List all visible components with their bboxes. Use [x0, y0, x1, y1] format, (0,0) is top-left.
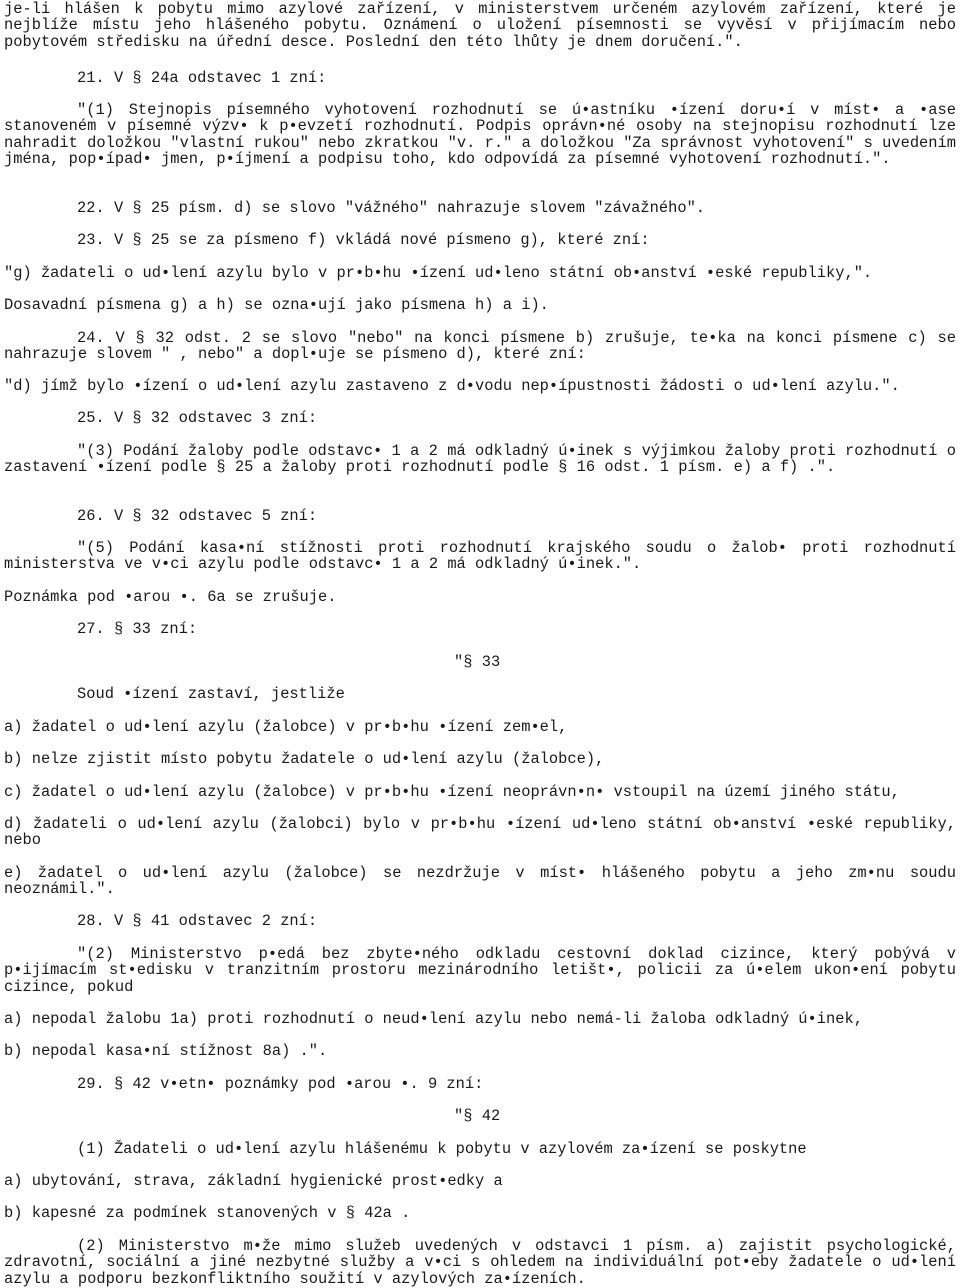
paragraph-42-1: (1) Žadateli o ud•lení azylu hlášenému k pobytu v azylovém za•ízení se poskytne: [77, 1140, 807, 1158]
paragraph-23-note: Dosavadní písmena g) a h) se ozna•ují jako písmena h) a i).: [4, 296, 549, 314]
paragraph-23: 23. V § 25 se za písmeno f) vkládá nové písmeno g), které zní:: [77, 231, 650, 249]
list-item-42-b: b) kapesné za podmínek stanovených v § 42a .: [4, 1204, 411, 1222]
paragraph-33-intro: Soud •ízení zastaví, jestliže: [77, 685, 345, 703]
paragraph-26-text: "(5) Podání kasa•ní stížnosti proti rozhodnutí krajského soudu o žalob• proti rozhodnutí ministerstva ve v•ci azylu podle odstavc• 1 a 2 má odkladný ú•inek.".: [4, 539, 956, 574]
paragraph-22: 22. V § 25 písm. d) se slovo "vážného" nahrazuje slovem "závažného".: [77, 199, 706, 217]
section-33-heading: "§ 33: [454, 653, 501, 671]
paragraph-intro: je-li hlášen k pobytu mimo azylové zařízení, v ministerstvem určeném azylovém zařízení, které je nejblíže místu jeho hlášeného pobytu. Oznámení o uložení písemnosti se vyvěsí v přijímacím nebo pobytovém středisku na úřední desce. Poslední den této lhůty je dnem doručení.".: [4, 0, 956, 51]
section-42-heading: "§ 42: [454, 1107, 501, 1125]
paragraph-24: 24. V § 32 odst. 2 se slovo "nebo" na konci písmene b) zrušuje, te•ka na konci písmene c) se nahrazuje slovem " , nebo" a dopl•uje se písmeno d), které zní:: [4, 329, 956, 364]
paragraph-25: 25. V § 32 odstavec 3 zní:: [77, 409, 318, 427]
paragraph-23-g: "g) žadateli o ud•lení azylu bylo v pr•b•hu •ízení ud•leno státní ob•anství •eské republiky,".: [4, 264, 873, 282]
list-item-a: a) žadatel o ud•lení azylu (žalobce) v pr•b•hu •ízení zem•el,: [4, 718, 568, 736]
paragraph-21: 21. V § 24a odstavec 1 zní:: [77, 69, 327, 87]
paragraph-21-text: "(1) Stejnopis písemného vyhotovení rozhodnutí se ú•astníku •ízení doru•í v míst• a •ase stanoveném v písemné výzv• k p•evzetí rozhodnutí. Podpis oprávn•né osoby na stejnopisu rozhodnutí lze nahradit doložkou "vlastní rukou" nebo zkratkou "v. r." a doložkou "Za správnost vyhotovení" s uvedením jména, pop•ípad• jmen, p•íjmení a podpisu toho, kdo odpovídá za písemné vyhotovení rozhodnutí.".: [4, 101, 956, 168]
paragraph-25-text: "(3) Podání žaloby podle odstavc• 1 a 2 má odkladný ú•inek s výjimkou žaloby proti rozhodnutí o zastavení •ízení podle § 25 a žaloby proti rozhodnutí podle § 16 odst. 1 písm. e) a f) .".: [4, 442, 956, 477]
list-item-28-b: b) nepodal kasa•ní stížnost 8a) .".: [4, 1042, 328, 1060]
paragraph-29: 29. § 42 v•etn• poznámky pod •arou •. 9 zní:: [77, 1075, 484, 1093]
paragraph-28: 28. V § 41 odstavec 2 zní:: [77, 912, 318, 930]
list-item-42-a: a) ubytování, strava, základní hygienické prost•edky a: [4, 1172, 503, 1190]
paragraph-footnote: Poznámka pod •arou •. 6a se zrušuje.: [4, 588, 337, 606]
paragraph-24-d: "d) jímž bylo •ízení o ud•lení azylu zastaveno z d•vodu nep•ípustnosti žádosti o ud•lení azylu.".: [4, 377, 900, 395]
list-item-e: e) žadatel o ud•lení azylu (žalobce) se nezdržuje v míst• hlášeného pobytu a jeho zm•nu soudu neoznámil.".: [4, 864, 956, 899]
list-item-b: b) nelze zjistit místo pobytu žadatele o ud•lení azylu (žalobce),: [4, 750, 605, 768]
paragraph-26: 26. V § 32 odstavec 5 zní:: [77, 507, 318, 525]
list-item-28-a: a) nepodal žalobu 1a) proti rozhodnutí o neud•lení azylu nebo nemá-li žaloba odkladný ú•inek,: [4, 1010, 863, 1028]
list-item-d: d) žadateli o ud•lení azylu (žalobci) bylo v pr•b•hu •ízení ud•leno státní ob•anství •eské republiky, nebo: [4, 815, 956, 850]
paragraph-42-2: (2) Ministerstvo m•že mimo služeb uvedených v odstavci 1 písm. a) zajistit psychologické, zdravotní, sociální a jiné nezbytné služby a v•ci s ohledem na individuální pot•eby žadatele o ud•lení azylu a podporu bezkonfliktního soužití v azylových za•ízeních.: [4, 1237, 956, 1288]
paragraph-27: 27. § 33 zní:: [77, 620, 198, 638]
paragraph-28-text: "(2) Ministerstvo p•edá bez zbyte•ného odkladu cestovní doklad cizince, který pobývá v p•ijímacím st•edisku v tranzitním prostoru mezinárodního letišt•, policii za ú•elem ukon•ení pobytu cizince, pokud: [4, 945, 956, 996]
list-item-c: c) žadatel o ud•lení azylu (žalobce) v pr•b•hu •ízení neoprávn•n• vstoupil na území jiného státu,: [4, 783, 900, 801]
